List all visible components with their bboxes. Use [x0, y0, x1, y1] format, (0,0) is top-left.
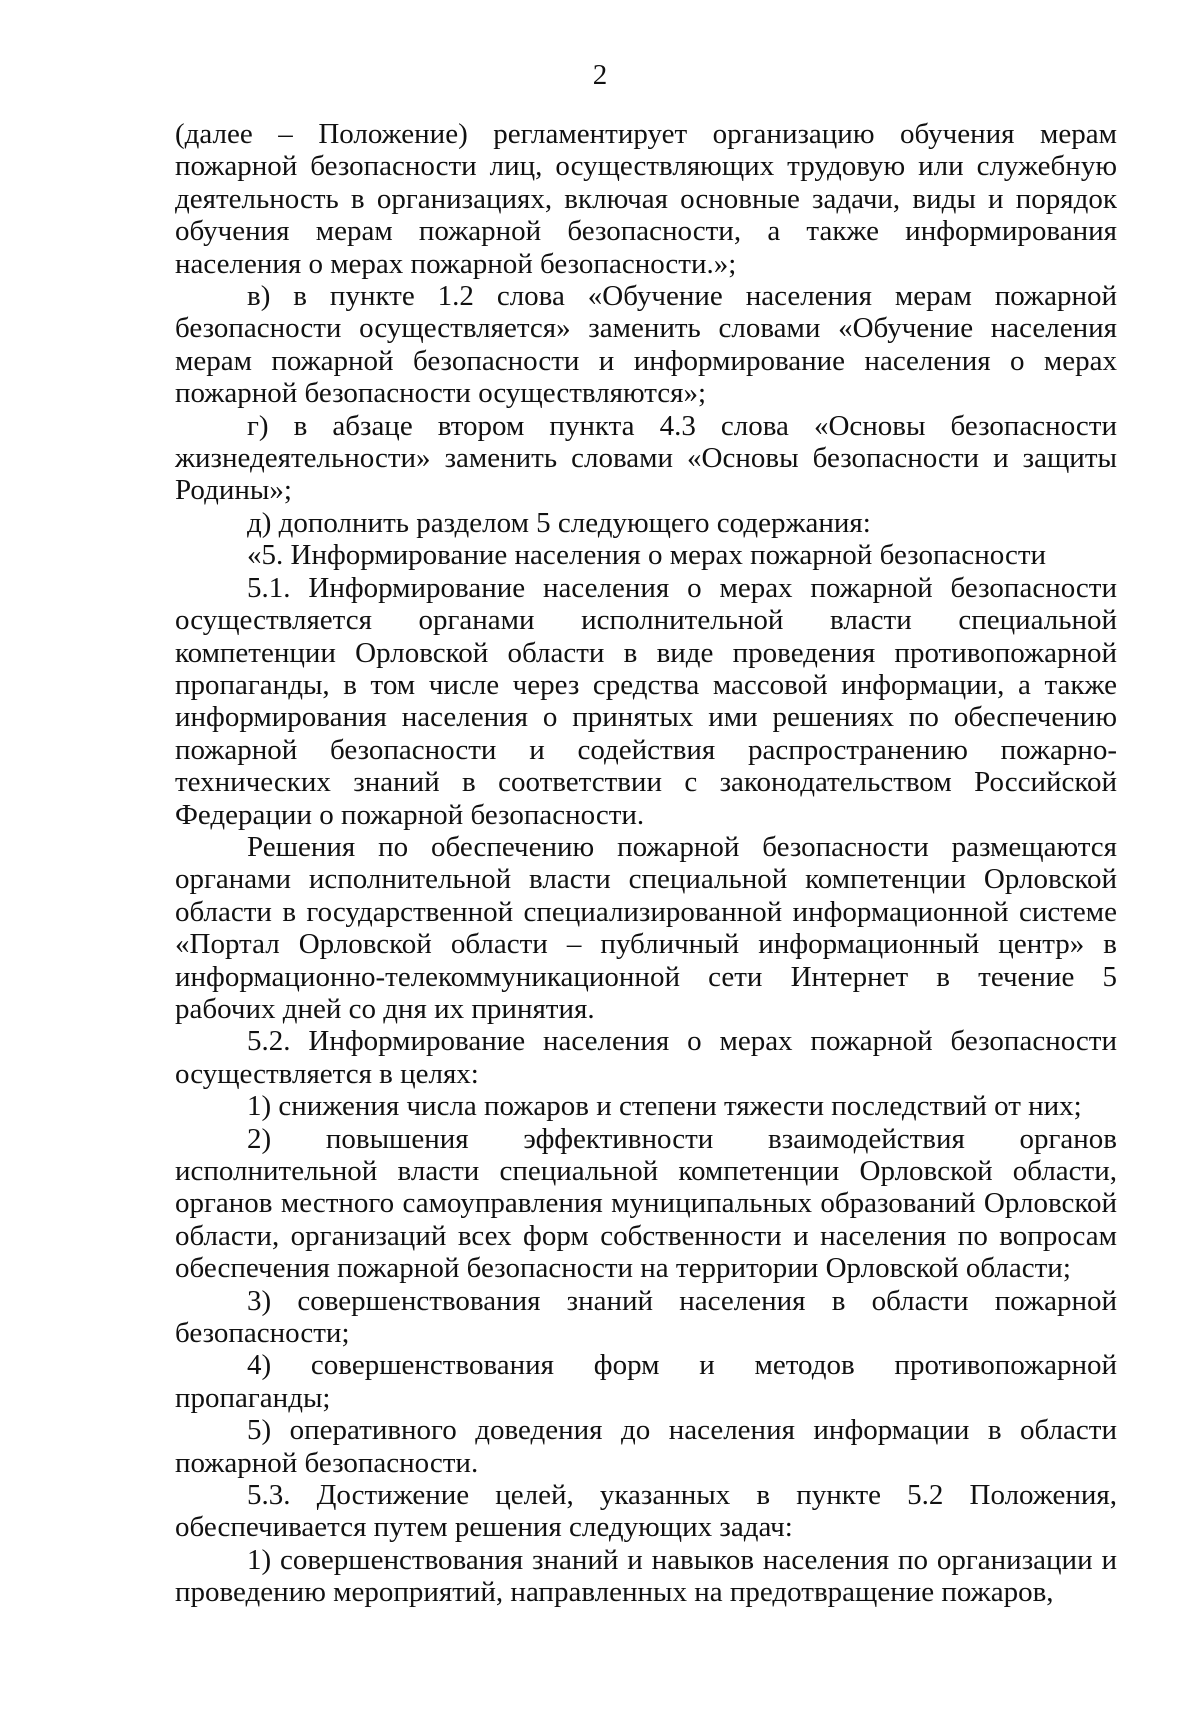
paragraph-continuation: (далее – Положение) регламентирует организацию обучения мерам пожарной безопасности лиц, осуществляющих трудовую или служебную деятельность в организациях, включая основные задачи, виды и порядок обучения мерам пожарной безопасности, а также информирования населения о мерах пожарной безопасности.»;: [175, 118, 1117, 280]
list-item-5-2-2: 2) повышения эффективности взаимодействия органов исполнительной власти специальной компетенции Орловской области, органов местного самоуправления муниципальных образований Орловской области, организаций всех форм собственности и населения по вопросам обеспечения пожарной безопасности на территории Орловской области;: [175, 1122, 1117, 1285]
list-item-5-2-5: 5) оперативного доведения до населения информации в области пожарной безопасности.: [175, 1414, 1117, 1479]
section-5-heading: «5. Информирование населения о мерах пожарной безопасности: [247, 539, 1047, 572]
list-item-5-2-4: 4) совершенствования форм и методов противопожарной пропаганды;: [175, 1349, 1117, 1414]
list-item-5-2-3: 3) совершенствования знаний населения в области пожарной безопасности;: [175, 1284, 1117, 1350]
paragraph-item-g: г) в абзаце втором пункта 4.3 слова «Основы безопасности жизнедеятельности» заменить словами «Основы безопасности и защиты Родины»;: [175, 409, 1117, 507]
paragraph-item-v: в) в пункте 1.2 слова «Обучение населения мерам пожарной безопасности осуществляется» заменить словами «Обучение населения мерам пожарной безопасности и информирование населения о мерах пожарной безопасности осуществляются»;: [175, 280, 1117, 410]
list-item-5-2-1: 1) снижения числа пожаров и степени тяжести последствий от них;: [247, 1090, 1082, 1123]
paragraph-5-1: 5.1. Информирование населения о мерах пожарной безопасности осуществляется органами исполнительной власти специальной компетенции Орловской области в виде проведения противопожарной пропаганды, в том числе через средства массовой информации, а также информирования населения о принятых ими решениях по обеспечению пожарной безопасности и содействия распространению пожарно-технических знаний в соответствии с законодательством Российской Федерации о пожарной безопасности.: [175, 571, 1117, 831]
paragraph-5-1-decisions: Решения по обеспечению пожарной безопасности размещаются органами исполнительной власти специальной компетенции Орловской области в государственной специализированной информационной системе «Портал Орловской области – публичный информационный центр» в информационно-телекоммуникационной сети Интернет в течение 5 рабочих дней со дня их принятия.: [175, 830, 1117, 1025]
page-number: 2: [592, 59, 608, 91]
paragraph-item-d: д) дополнить разделом 5 следующего содержания:: [247, 506, 871, 539]
document-body: [175, 118, 1117, 1609]
list-item-5-3-1: 1) совершенствования знаний и навыков населения по организации и проведению мероприятий, направленных на предотвращение пожаров,: [175, 1543, 1117, 1609]
paragraph-5-3: 5.3. Достижение целей, указанных в пункте 5.2 Положения, обеспечивается путем решения следующих задач:: [175, 1479, 1117, 1544]
paragraph-5-2: 5.2. Информирование населения о мерах пожарной безопасности осуществляется в целях:: [175, 1025, 1117, 1090]
